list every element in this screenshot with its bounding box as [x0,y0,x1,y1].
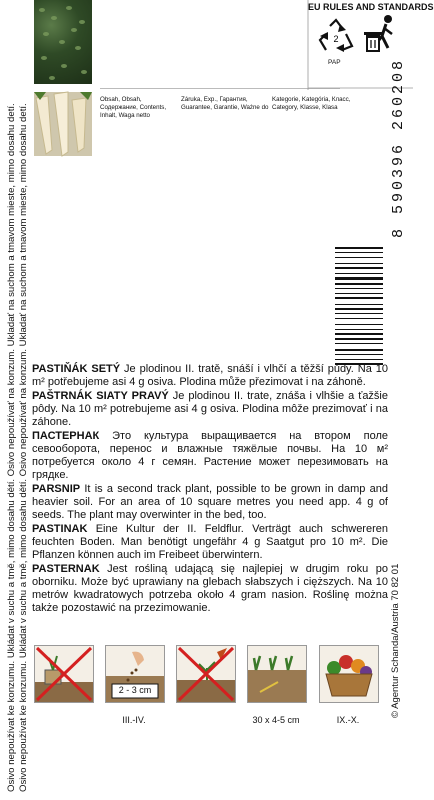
description-de: PASTINAK Eine Kultur der II. Feldflur. Verträgt auch schwereren feuchten Boden. Man benötigt ungefähr 4 g Saatgut pro 10 m². Die Pflanzen können auch im Freibeet überwintern. [32,523,388,561]
cultivation-pictograms [34,645,379,755]
pap-label: PAP [328,59,341,66]
sowing-depth-label: 2 - 3 cm [118,685,152,695]
no-transplant-pictogram [34,645,94,703]
description-block [32,363,388,616]
spacing-caption: 30 x 4-5 cm [252,715,300,725]
description-ru: ПАСТЕРНАК Это культура выращивается на втором поле севооборота, перенос и влажные тяжёлые почвы. На 10 м² потребуется около 4 г семян. Растение может перезимовать на грядке. [32,430,388,481]
guarantee-label: Záruka, Exp., Гарантия, Guarantee, Garantie, Ważne do [181,96,269,111]
harvest-period-caption: IX.-X. [336,715,360,725]
svg-text:2: 2 [333,34,339,44]
sowing-period-caption: III.-IV. [122,715,146,725]
copyright-notice: © Agentur Schanda/Austria 70 82 01 [390,563,401,718]
description-cz: PASTIŇÁK SETÝ Je plodinou II. tratě, snáší i vlhčí a těžší půdy. Na 10 m² potřebujeme asi 4 g osiva. Plodina může přezimovat i na záhoně. [32,363,388,388]
storage-warning-line-1: Osivo nepoužívat ke konzumu. Ukládat v suchu a tmě, mimo dosahu dětí. Osivo nepoužívať na konzum. Ukladať na suchom a tmavom mieste, mimo dosahu detí. [6,103,17,792]
no-seedling-pictogram [176,645,236,703]
category-label: Kategorie, Kategória, Класс, Category, Klasse, Klasa [272,96,351,111]
parsnip-photo [34,92,92,156]
description-sk: PAŠTRNÁK SIATY PRAVÝ Je plodinou II. trate, znáša i vlhšie a ťažšie pôdy. Na 10 m² potrebujeme asi 4 g osiva. Plodina môže prezimovať i na záhone. [32,390,388,428]
row-spacing-pictogram [247,645,307,703]
description-pl: PASTERNAK Jest rośliną udającą się najlepiej w drugim roku po oborniku. Może być uprawiany na glebach słabszych i cięższych. Na 10 metrów kwadratowych potrzeba około 4 gram nasion. Roślinę można także pozostawić na przezimowanie. [32,563,388,614]
bin-disposal-icon [362,14,398,58]
eu-rules-title: EU RULES AND STANDARDS [308,2,434,12]
direct-sowing-pictogram [105,645,165,703]
description-en: PARSNIP It is a second track plant, possible to be grown in damp and heavier soil. For an area of 10 square metres you need app. 4 g of seeds. The plant may overwinter in the bed, too. [32,483,388,521]
contents-label: Obsah, Obsah, Содержание, Contents, Inhalt, Waga netto [100,96,167,119]
barcode-number: 8 590396 260208 [390,57,407,238]
info-divider [100,88,340,89]
seeds-photo [34,0,92,84]
harvest-basket-pictogram [319,645,379,703]
storage-warning-line-2: Osivo nepoužívat ke konzumu. Ukládat v suchu a tmě, mimo dosahu dětí. Osivo nepoužívať na konzum. Ukladať na suchom a tmavom mieste, mimo dosahu detí. [18,103,29,792]
recycle-icon [316,18,356,56]
